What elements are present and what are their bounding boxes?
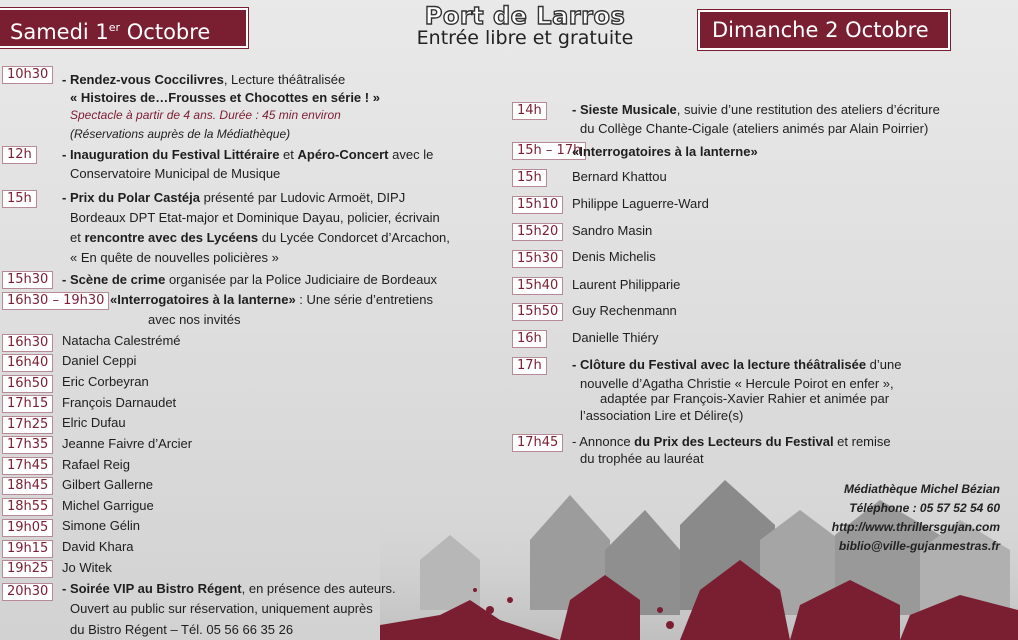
contact-website-link[interactable]: http://www.thrillersgujan.com	[831, 520, 1000, 534]
saturday-time-slot: 15h30	[2, 271, 53, 289]
sunday-event-text: adaptée par François-Xavier Rahier et animée par	[600, 391, 890, 406]
sunday-time-slot: 14h	[512, 102, 547, 120]
saturday-time-slot: 16h50	[2, 375, 53, 393]
saturday-time-slot: 16h40	[2, 354, 53, 372]
saturday-event-text: - Prix du Polar Castéja présenté par Ludovic Armoët, DIPJ	[62, 190, 406, 205]
saturday-header	[0, 8, 248, 48]
saturday-time-slot: 17h45	[2, 457, 53, 475]
saturday-event-text: Jeanne Faivre d’Arcier	[62, 436, 193, 451]
sunday-event-text: «Interrogatoires à la lanterne»	[572, 144, 758, 159]
saturday-time-slot: 17h25	[2, 416, 53, 434]
venue-title: Port de Larros	[424, 2, 626, 30]
venue-block	[380, 0, 670, 49]
sunday-time-slot: 17h45	[512, 434, 563, 452]
saturday-time-slot: 19h15	[2, 540, 53, 558]
sunday-header: Dimanche 2 Octobre	[698, 10, 950, 50]
saturday-event-text: Spectacle à partir de 4 ans. Durée : 45 min environ	[70, 108, 341, 122]
saturday-event-text: « Histoires de…Frousses et Chocottes en série ! »	[70, 90, 380, 105]
contact-email-link[interactable]: biblio@ville-gujanmestras.fr	[838, 539, 1000, 553]
sunday-event-text: Denis Michelis	[572, 249, 656, 264]
saturday-time-slot: 18h45	[2, 477, 53, 495]
sunday-event-text: Guy Rechenmann	[572, 303, 677, 318]
saturday-time-slot: 16h30 – 19h30	[2, 292, 109, 310]
sunday-time-slot: 15h	[512, 169, 547, 187]
saturday-time-slot: 12h	[2, 146, 37, 164]
saturday-time-slot: 17h35	[2, 436, 53, 454]
saturday-event-text: Elric Dufau	[62, 415, 126, 430]
saturday-time-slot: 19h05	[2, 519, 53, 537]
saturday-event-text: Michel Garrigue	[62, 498, 154, 513]
saturday-event-text: (Réservations auprès de la Médiathèque)	[70, 127, 291, 141]
saturday-event-text: Rafael Reig	[62, 457, 130, 472]
saturday-event-text: Conservatoire Municipal de Musique	[70, 166, 281, 181]
saturday-event-text: et rencontre avec des Lycéens du Lycée Condorcet d’Arcachon,	[70, 230, 450, 245]
saturday-event-text: David Khara	[62, 539, 134, 554]
saturday-time-slot: 16h30	[2, 334, 53, 352]
entry-info: Entrée libre et gratuite	[416, 27, 634, 49]
saturday-event-text: - Rendez-vous Coccilivres, Lecture théâtralisée	[62, 72, 346, 87]
saturday-event-text: Ouvert au public sur réservation, uniquement auprès	[70, 601, 373, 616]
contact-name: Médiathèque Michel Bézian	[843, 482, 1000, 496]
saturday-event-text: - Scène de crime organisée par la Police Judiciaire de Bordeaux	[62, 272, 438, 287]
saturday-event-text: - Soirée VIP au Bistro Régent, en présence des auteurs.	[62, 581, 396, 596]
saturday-event-text: - Inauguration du Festival Littéraire et Apéro-Concert avec le	[62, 147, 434, 162]
sunday-time-slot: 15h20	[512, 223, 563, 241]
sunday-time-slot: 15h30	[512, 250, 563, 268]
sunday-event-text: Laurent Philipparie	[572, 277, 681, 292]
saturday-ordinal: er	[108, 21, 121, 34]
sunday-time-slot: 15h10	[512, 196, 563, 214]
saturday-time-slot: 19h25	[2, 560, 53, 578]
saturday-event-text: du Bistro Régent – Tél. 05 56 66 35 26	[70, 622, 294, 637]
saturday-event-text: Gilbert Gallerne	[62, 477, 154, 492]
saturday-event-text: Jo Witek	[62, 560, 112, 575]
saturday-month: Octobre	[120, 20, 211, 44]
sunday-event-text: nouvelle d’Agatha Christie « Hercule Poirot en enfer »,	[580, 376, 894, 391]
saturday-event-text: «Interrogatoires à la lanterne» : Une série d’entretiens	[110, 292, 433, 307]
saturday-event-text: Bordeaux DPT Etat-major et Dominique Dayau, policier, écrivain	[70, 210, 440, 225]
saturday-event-text: « En quête de nouvelles policières »	[70, 250, 279, 265]
sunday-time-slot: 16h	[512, 330, 547, 348]
contact-phone: Téléphone : 05 57 52 54 60	[849, 501, 1000, 515]
sunday-event-text: Bernard Khattou	[572, 169, 667, 184]
sunday-event-text: l’association Lire et Délire(s)	[580, 408, 744, 423]
sunday-event-text: Danielle Thiéry	[572, 330, 659, 345]
sunday-event-text: du trophée au lauréat	[580, 451, 704, 466]
saturday-time-slot: 20h30	[2, 583, 53, 601]
sunday-time-slot: 17h	[512, 357, 547, 375]
saturday-event-text: François Darnaudet	[62, 395, 177, 410]
saturday-label: Samedi 1	[10, 20, 109, 44]
saturday-event-text: avec nos invités	[148, 312, 241, 327]
sunday-event-text: - Annonce du Prix des Lecteurs du Festival et remise	[572, 434, 891, 449]
sunday-event-text: - Clôture du Festival avec la lecture théâtralisée d’une	[572, 357, 902, 372]
saturday-event-text: Natacha Calestrémé	[62, 333, 181, 348]
saturday-time-slot: 10h30	[2, 66, 53, 84]
sunday-event-text: - Sieste Musicale, suivie d’une restitution des ateliers d’écriture	[572, 102, 940, 117]
contact-block	[832, 480, 1000, 556]
saturday-event-text: Eric Corbeyran	[62, 374, 149, 389]
sunday-time-slot: 15h50	[512, 303, 563, 321]
saturday-time-slot: 17h15	[2, 395, 53, 413]
sunday-time-slot: 15h40	[512, 277, 563, 295]
sunday-time-slot: 15h – 17h	[512, 142, 586, 160]
saturday-time-slot: 15h	[2, 190, 37, 208]
saturday-event-text: Simone Gélin	[62, 518, 141, 533]
saturday-event-text: Daniel Ceppi	[62, 353, 137, 368]
sunday-event-text: Sandro Masin	[572, 223, 653, 238]
sunday-event-text: Philippe Laguerre-Ward	[572, 196, 709, 211]
saturday-time-slot: 18h55	[2, 498, 53, 516]
sunday-event-text: du Collège Chante-Cigale (ateliers animés par Alain Poirrier)	[580, 121, 929, 136]
